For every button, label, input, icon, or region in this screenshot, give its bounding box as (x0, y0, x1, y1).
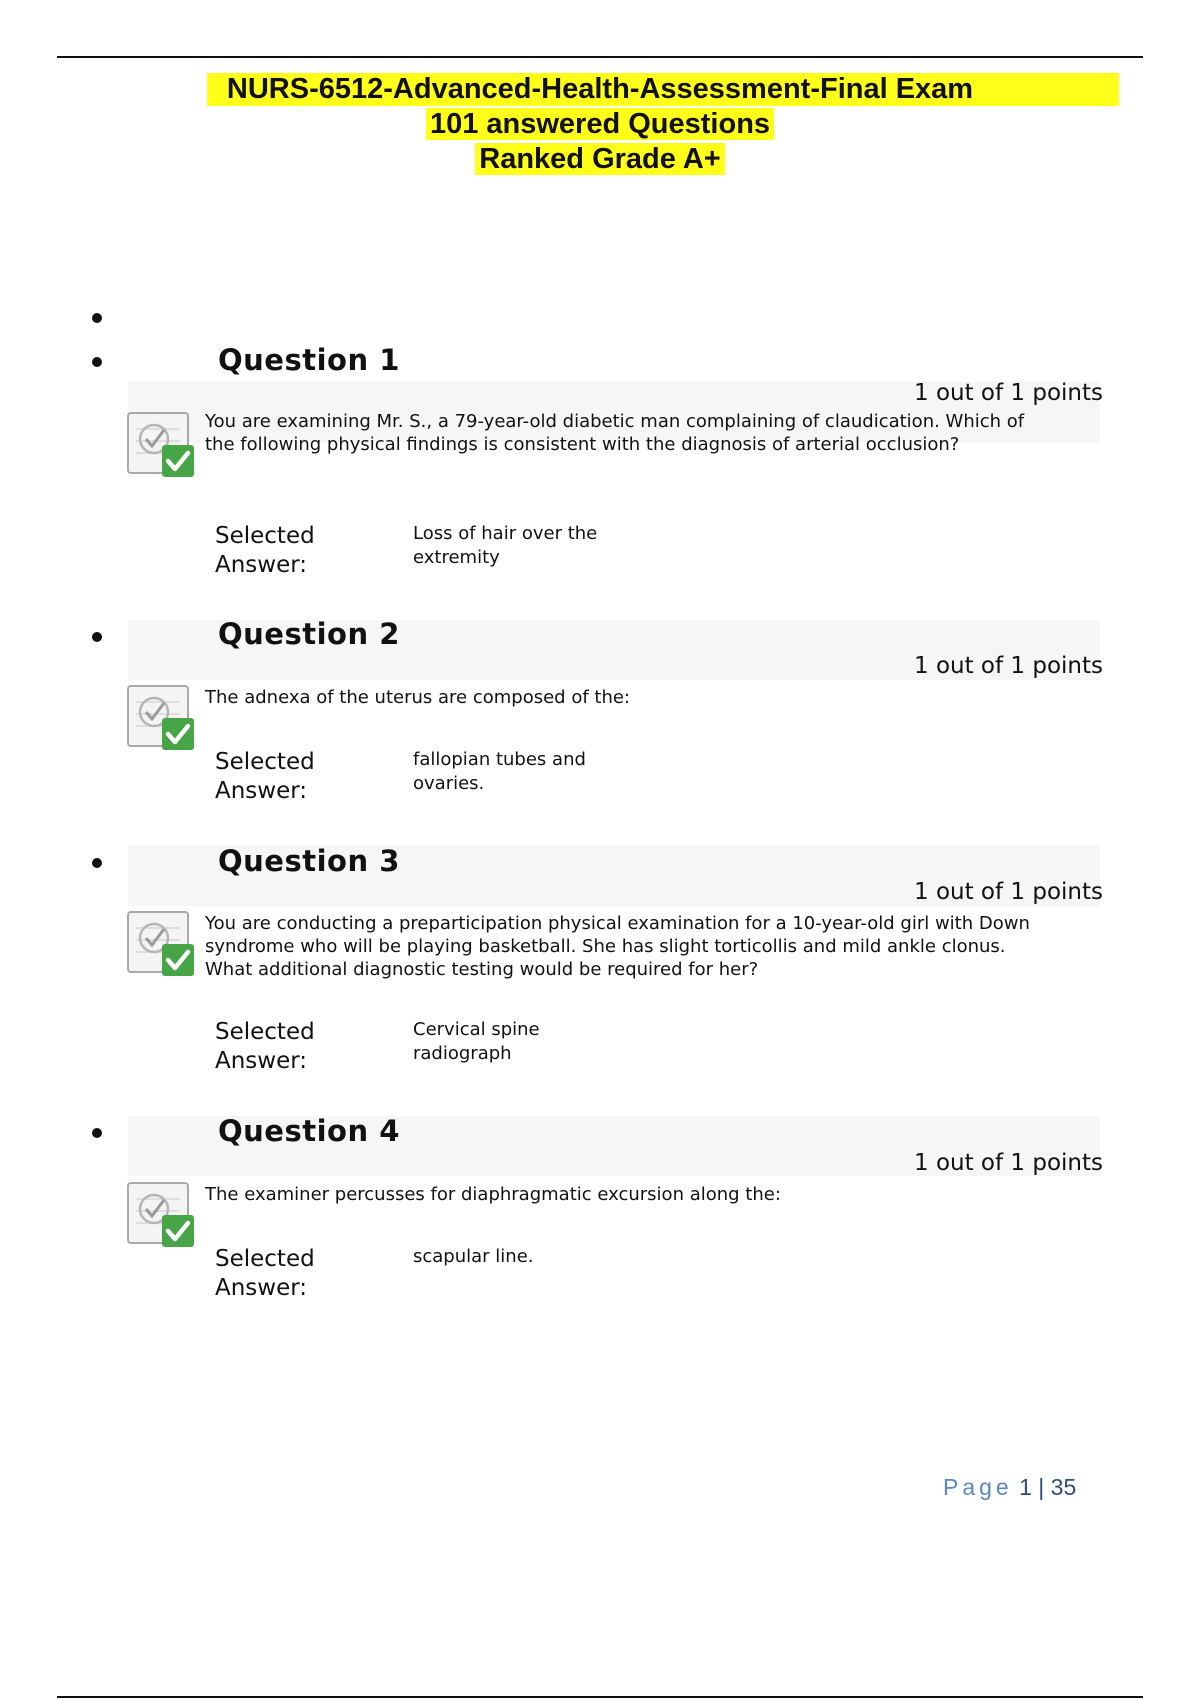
selected-answer-label: Selected Answer: (215, 1019, 315, 1074)
question-1-title: Question 1 (218, 343, 400, 377)
question-4-points: 1 out of 1 points (914, 1150, 1103, 1176)
correct-check-icon (126, 411, 196, 479)
empty-bullet (92, 313, 102, 323)
question-1-points: 1 out of 1 points (914, 380, 1103, 406)
selected-answer-label: Selected Answer: (215, 523, 315, 578)
question-2-text: The adnexa of the uterus are composed of the: (205, 687, 630, 708)
page-separator: | (1038, 1474, 1045, 1500)
document-title (0, 72, 1200, 177)
selected-answer-label: Selected Answer: (215, 1246, 315, 1301)
question-2-bullet (92, 632, 102, 642)
question-4-title: Question 4 (218, 1114, 400, 1148)
title-line-1: NURS-6512-Advanced-Health-Assessment-Final Exam (226, 73, 974, 105)
question-4-answer: scapular line. (413, 1246, 534, 1267)
title-line-2: 101 answered Questions (0, 107, 1200, 142)
question-3-points: 1 out of 1 points (914, 879, 1103, 905)
question-1-answer: Loss of hair over the extremity (413, 523, 598, 568)
selected-answer-label: Selected Answer: (215, 749, 315, 804)
question-3-text: You are conducting a preparticipation physical examination for a 10-year-old girl with Down syndrome who will be playing basketball. She has slight torticollis and mild ankle clonus. What additional diagnostic testing would be required for her? (205, 913, 1030, 980)
correct-check-icon (126, 910, 196, 978)
question-4-bullet (92, 1128, 102, 1138)
question-3-title: Question 3 (218, 844, 400, 878)
question-2-points: 1 out of 1 points (914, 653, 1103, 679)
page-word: Page (943, 1474, 1013, 1500)
question-1-text: You are examining Mr. S., a 79-year-old diabetic man complaining of claudication. Which of the following physical findings is consistent with the diagnosis of arterial occlusion? (205, 411, 1025, 455)
page-current: 1 (1019, 1474, 1032, 1500)
question-4-text: The examiner percusses for diaphragmatic excursion along the: (205, 1184, 781, 1205)
question-3-bullet (92, 858, 102, 868)
correct-check-icon (126, 684, 196, 752)
page-number (943, 1474, 1076, 1501)
correct-check-icon (126, 1181, 196, 1249)
title-line-3: Ranked Grade A+ (0, 142, 1200, 177)
bottom-rule (57, 1696, 1143, 1698)
question-1-bullet (92, 357, 102, 367)
top-rule (57, 56, 1143, 58)
question-2-answer: fallopian tubes and ovaries. (413, 749, 586, 794)
question-3-answer: Cervical spine radiograph (413, 1019, 540, 1064)
page-total: 35 (1050, 1474, 1077, 1500)
question-2-title: Question 2 (218, 617, 400, 651)
